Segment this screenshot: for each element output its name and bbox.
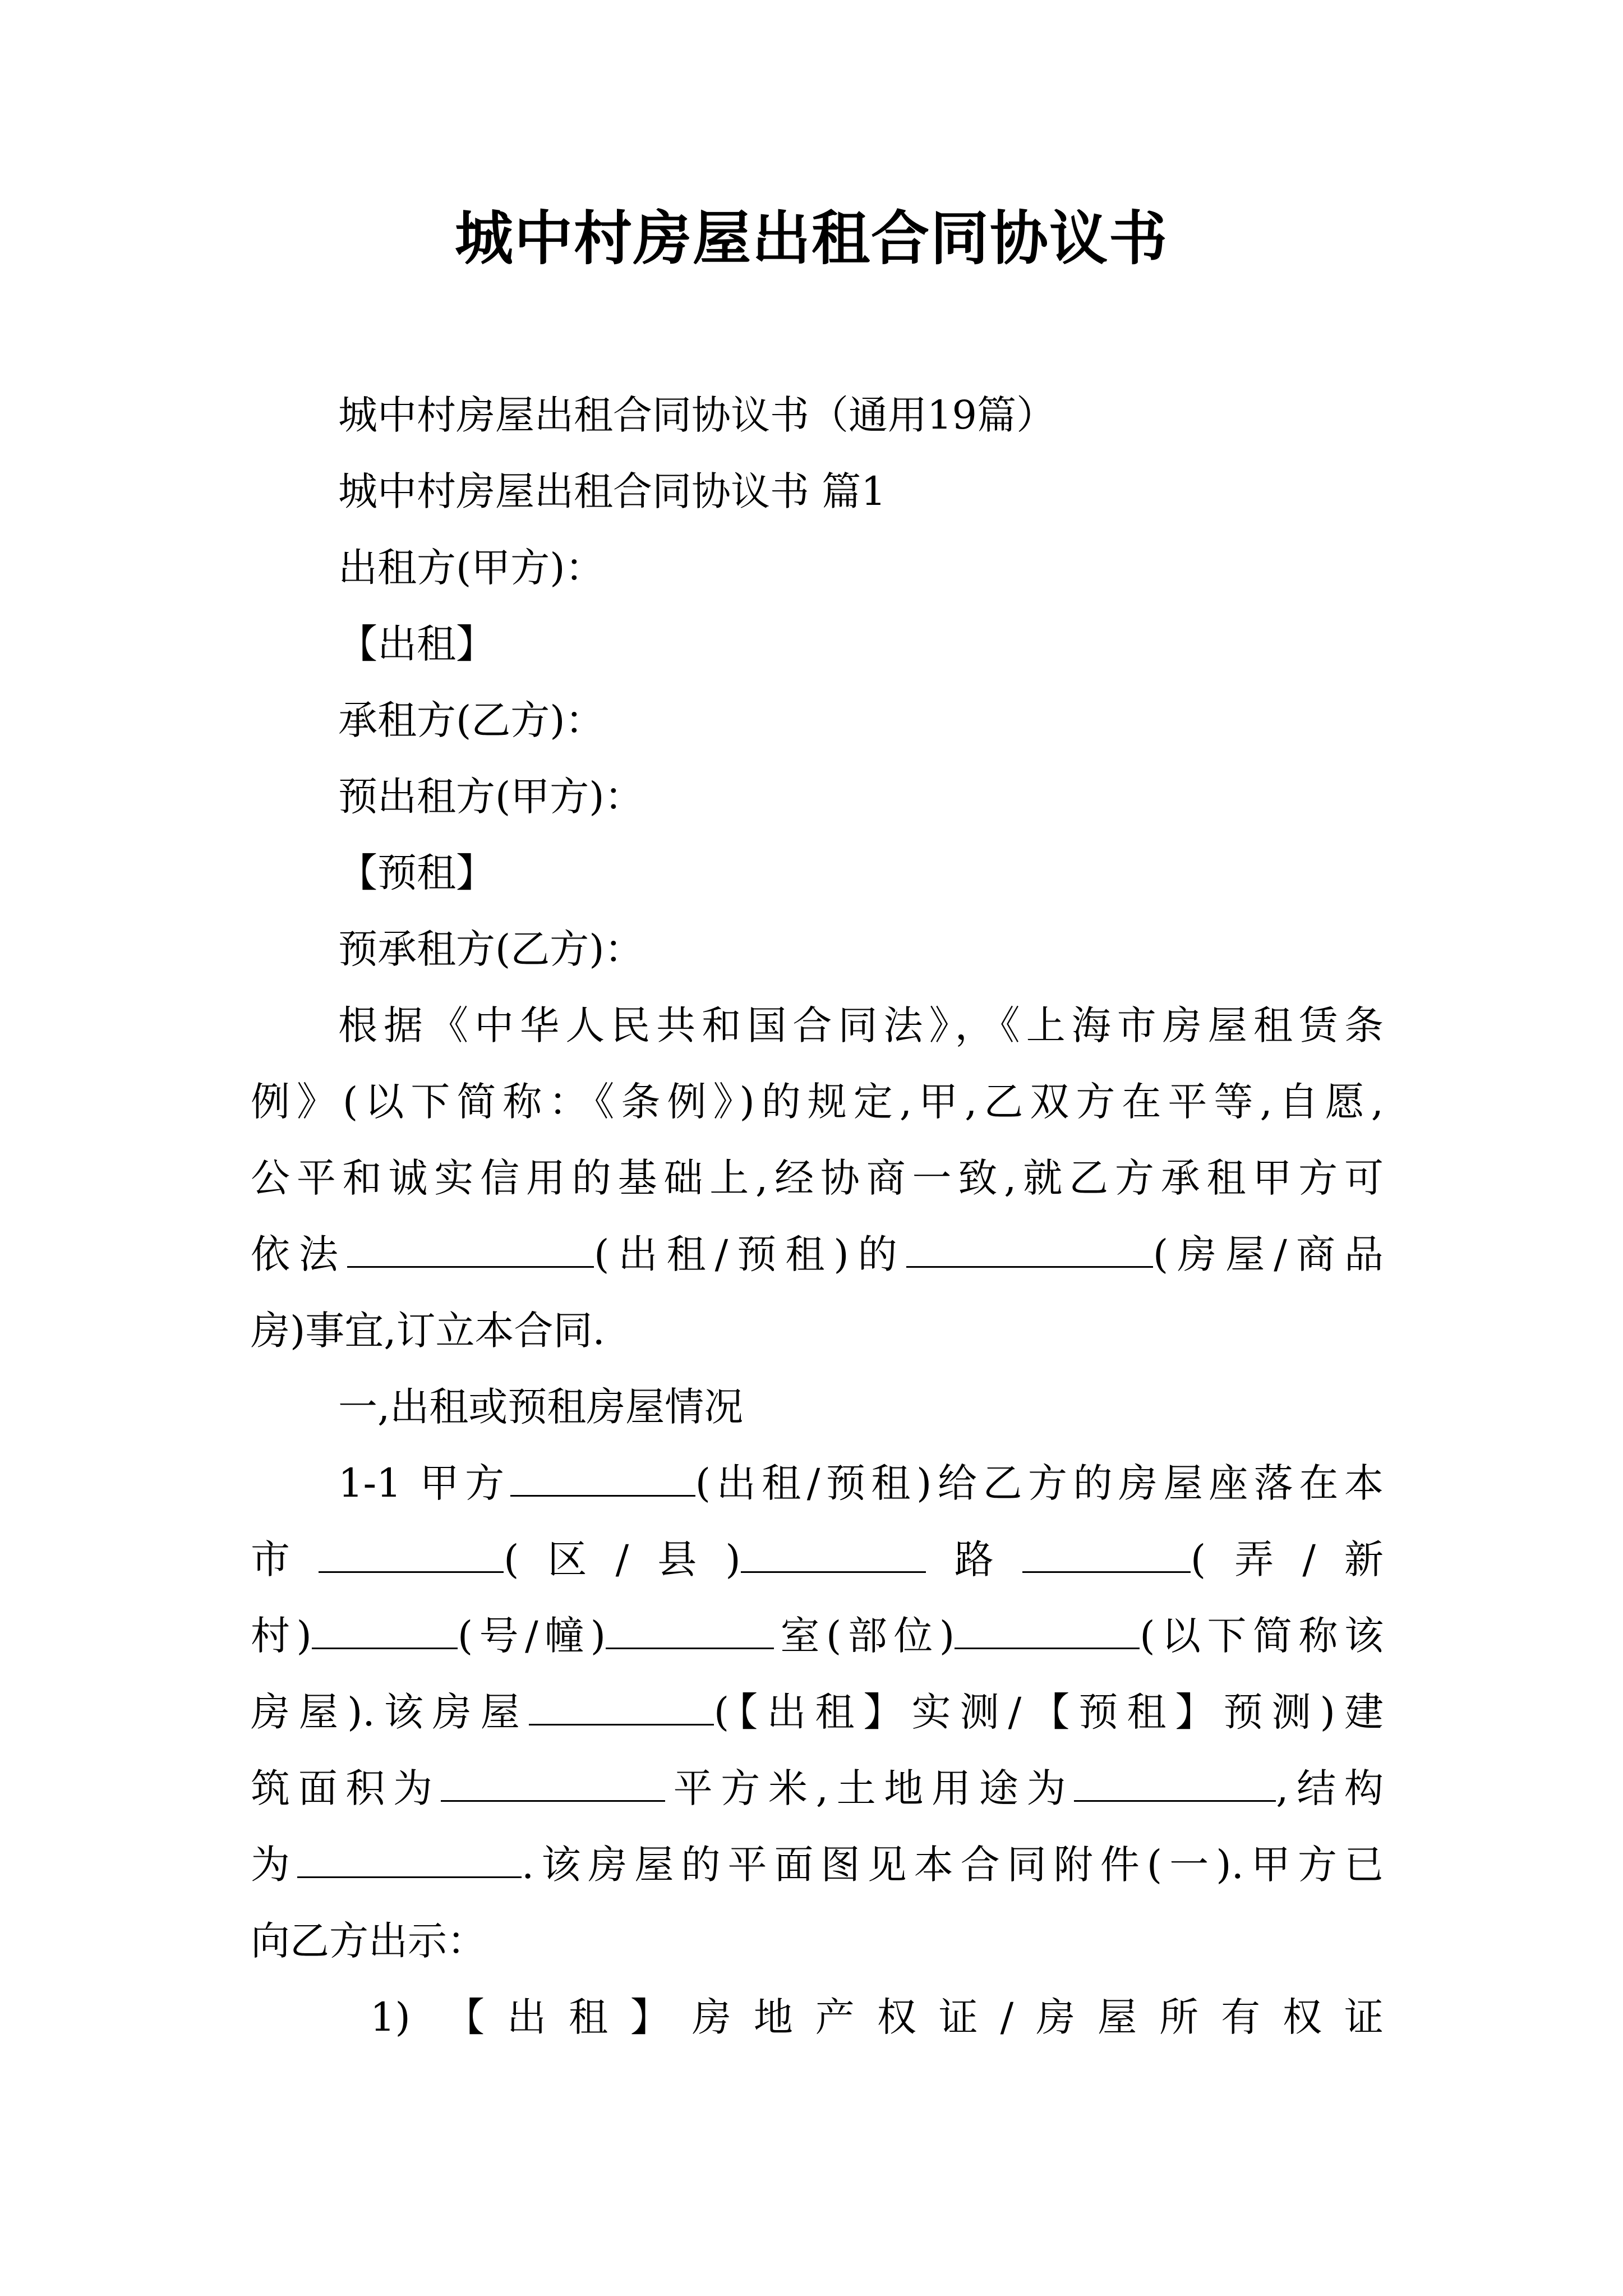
list-item: 1) 【出租】房地产权证/房屋所有权证 — [370, 1994, 1384, 2040]
text-segment: (【出租】实测/【预租】预测)建 — [713, 1689, 1384, 1735]
text-segment: .该房屋的平面图见本合同附件(一).甲方已 — [522, 1842, 1384, 1888]
body-line: 根据《中华人民共和国合同法》，《上海市房屋租赁条 — [338, 1002, 1384, 1048]
pre-lessor-label: 预出租方(甲方)： — [338, 774, 644, 820]
lessor-label: 出租方(甲方)： — [338, 545, 605, 591]
text-segment: 依法 — [251, 1231, 348, 1277]
text-segment: (出租/预租)给乙方的房屋座落在本 — [695, 1460, 1384, 1506]
section-heading: 一,出租或预租房屋情况 — [338, 1384, 744, 1430]
body-line — [251, 1684, 1384, 1740]
fill-blank — [606, 1609, 774, 1649]
text-segment: (以下简称该 — [1140, 1613, 1384, 1659]
section-heading: 城中村房屋出租合同协议书 篇1 — [338, 468, 886, 514]
text-segment: 市 — [251, 1536, 319, 1582]
doc-subtitle: 城中村房屋出租合同协议书（通用19篇） — [338, 392, 1056, 438]
text-segment: 房屋).该房屋 — [251, 1689, 529, 1735]
text-segment: (房屋/商品 — [1152, 1231, 1384, 1277]
text-segment: 平方米,土地用途为 — [665, 1765, 1075, 1811]
pre-lease-tag: 【预租】 — [338, 850, 495, 896]
text-segment: 筑面积为 — [251, 1765, 441, 1811]
text-segment: 1-1 甲方 — [338, 1460, 510, 1506]
body-line — [251, 1531, 1384, 1588]
fill-blank — [1022, 1533, 1191, 1573]
fill-blank — [529, 1686, 714, 1726]
pre-lessee-label: 预承租方(乙方)： — [338, 926, 644, 972]
fill-blank — [906, 1228, 1153, 1268]
text-segment: (区/县) — [504, 1536, 741, 1582]
document-title: 城中村房屋出租合同协议书 — [454, 204, 1168, 273]
fill-blank — [319, 1533, 504, 1573]
lease-tag: 【出租】 — [338, 621, 495, 667]
body-line: 房)事宜,订立本合同. — [251, 1308, 605, 1354]
fill-blank — [741, 1533, 926, 1573]
text-segment: (弄/新 — [1190, 1536, 1384, 1582]
body-line: 向乙方出示： — [251, 1918, 486, 1964]
fill-blank — [955, 1609, 1140, 1649]
fill-blank — [441, 1762, 665, 1802]
body-line — [251, 1760, 1384, 1816]
fill-blank — [1074, 1762, 1276, 1802]
fill-blank — [312, 1609, 458, 1649]
fill-blank — [297, 1838, 522, 1878]
body-line — [338, 1455, 1384, 1511]
body-line: 公平和诚实信用的基础上,经协商一致,就乙方承租甲方可 — [251, 1155, 1384, 1201]
text-segment: 为 — [251, 1842, 298, 1888]
text-segment: 村) — [251, 1613, 312, 1659]
body-line — [251, 1837, 1384, 1893]
body-line — [251, 1226, 1384, 1282]
text-segment: (出租/预租)的 — [594, 1231, 906, 1277]
fill-blank — [510, 1457, 695, 1497]
fill-blank — [347, 1228, 594, 1268]
body-line — [251, 1608, 1384, 1664]
lessee-label: 承租方(乙方)： — [338, 697, 605, 743]
body-line: 例》(以下简称：《条例》)的规定,甲,乙双方在平等,自愿, — [251, 1079, 1384, 1125]
text-segment: 室(部位) — [774, 1613, 955, 1659]
text-segment: (号/幢) — [457, 1613, 606, 1659]
text-segment: ,结构 — [1276, 1765, 1384, 1811]
text-segment: 路 — [925, 1536, 1022, 1582]
